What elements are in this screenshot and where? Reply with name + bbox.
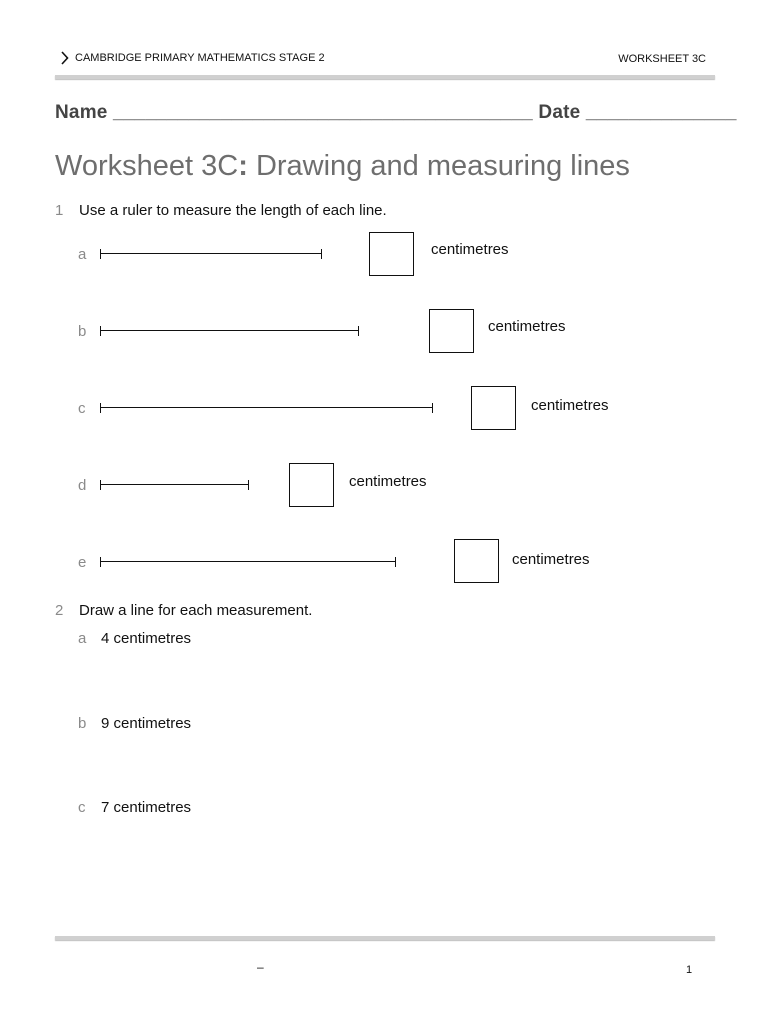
answer-box-d[interactable] (289, 463, 334, 507)
question-1-number: 1 (55, 202, 64, 219)
title-rest: Drawing and measuring lines (247, 150, 630, 182)
draw-measurement: 4 centimetres (101, 630, 192, 647)
drawing-area-b[interactable] (100, 737, 700, 792)
measure-line-c (100, 403, 433, 413)
page-number: 1 (686, 964, 693, 976)
answer-box-e[interactable] (454, 539, 499, 583)
unit-label: centimetres (512, 551, 590, 568)
name-date-line: Name _______________________________________ Date ______________ (55, 102, 737, 123)
draw-measurement: 9 centimetres (101, 715, 192, 732)
answer-box-c[interactable] (471, 386, 516, 430)
unit-label: centimetres (431, 241, 509, 258)
footer-dash: – (257, 960, 264, 974)
running-header (60, 51, 325, 65)
answer-box-b[interactable] (429, 309, 474, 353)
item-letter: b (78, 715, 87, 732)
question-2-text: Draw a line for each measurement. (79, 602, 313, 619)
unit-label: centimetres (531, 397, 609, 414)
drawing-area-a[interactable] (100, 652, 700, 707)
item-letter: e (78, 554, 87, 571)
item-letter: a (78, 246, 87, 263)
item-letter: c (78, 799, 86, 816)
measure-line-e (100, 557, 396, 567)
draw-measurement: 7 centimetres (101, 799, 192, 816)
footer-rule (55, 936, 715, 940)
item-letter: b (78, 323, 87, 340)
chevron-right-icon (60, 51, 69, 65)
title-colon: : (238, 150, 248, 182)
page-title (55, 150, 630, 183)
unit-label: centimetres (488, 318, 566, 335)
unit-label: centimetres (349, 473, 427, 490)
measure-line-d (100, 480, 249, 490)
worksheet-code: WORKSHEET 3C (618, 53, 706, 65)
item-letter: a (78, 630, 87, 647)
answer-box-a[interactable] (369, 232, 414, 276)
drawing-area-c[interactable] (100, 821, 700, 921)
measure-line-b (100, 326, 359, 336)
item-letter: c (78, 400, 86, 417)
header-rule (55, 75, 715, 79)
item-letter: d (78, 477, 87, 494)
series-title: CAMBRIDGE PRIMARY MATHEMATICS STAGE 2 (75, 52, 325, 64)
title-prefix: Worksheet 3C (55, 150, 239, 182)
measure-line-a (100, 249, 322, 259)
question-1-text: Use a ruler to measure the length of each line. (79, 202, 387, 219)
question-2-number: 2 (55, 602, 64, 619)
